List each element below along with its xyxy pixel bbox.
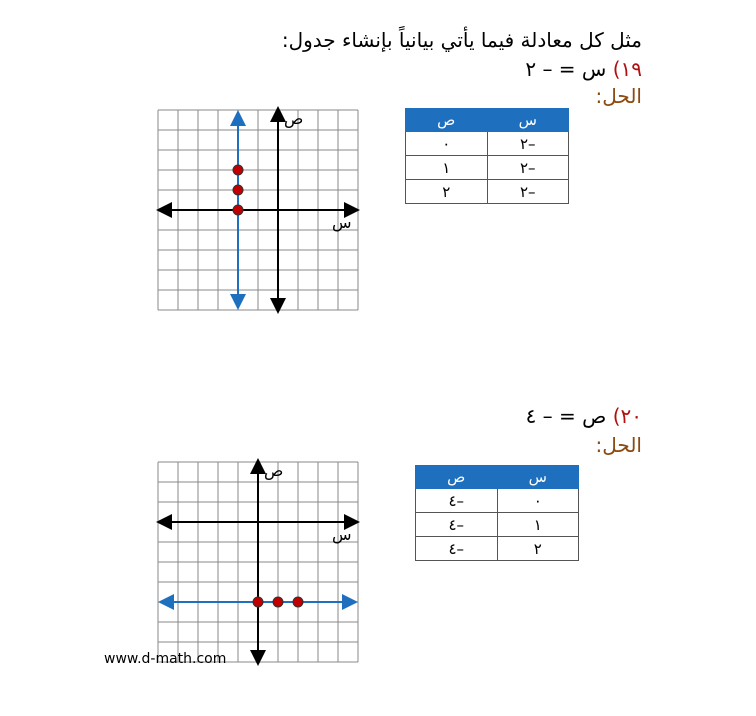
table-cell: ٢: [497, 537, 579, 561]
solution-label-19: الحل:: [595, 84, 642, 108]
table-cell: ٠: [497, 489, 579, 513]
table-cell: –٢: [487, 180, 569, 204]
plotted-point: [233, 205, 243, 215]
plotted-point: [233, 165, 243, 175]
plotted-point: [293, 597, 303, 607]
y-axis-label: ص: [284, 109, 304, 128]
instruction-text: مثل كل معادلة فيما يأتي بيانياً بإنشاء جدول:: [281, 28, 642, 52]
problem-20-equation: ص = – ٤: [525, 404, 607, 428]
table-cell: ٠: [406, 132, 488, 156]
website-footer: www.d-math.com: [104, 651, 227, 667]
table-cell: –٢: [487, 156, 569, 180]
problem-19-number: ١٩): [612, 57, 642, 81]
x-axis-label: س: [332, 525, 352, 544]
table-row: [406, 156, 569, 180]
table-row: [416, 489, 579, 513]
table-cell: –٤: [416, 537, 498, 561]
table-cell: ٢: [406, 180, 488, 204]
problem-20: [526, 404, 642, 428]
problem-20-number: ٢٠): [612, 404, 642, 428]
table-row: [416, 537, 579, 561]
table-cell: –٢: [487, 132, 569, 156]
table-cell: –٤: [416, 513, 498, 537]
problem-19-equation: س = – ٢: [525, 57, 607, 81]
solution-label-20: الحل:: [595, 433, 642, 457]
table-header-x: س: [497, 466, 579, 489]
x-axis-label: س: [332, 213, 352, 232]
value-table-20: [415, 465, 579, 561]
plotted-point: [273, 597, 283, 607]
problem-19: [525, 57, 642, 81]
table-header-row: [406, 109, 569, 132]
table-cell: ١: [497, 513, 579, 537]
table-row: [406, 180, 569, 204]
table-row: [406, 132, 569, 156]
value-table-19: [405, 108, 569, 204]
plotted-point: [233, 185, 243, 195]
y-axis-label: ص: [264, 461, 284, 480]
table-cell: –٤: [416, 489, 498, 513]
table-header-x: س: [487, 109, 569, 132]
table-header-y: ص: [416, 466, 498, 489]
plotted-point: [253, 597, 263, 607]
table-row: [416, 513, 579, 537]
table-header-row: [416, 466, 579, 489]
table-cell: ١: [406, 156, 488, 180]
graph-19: [150, 100, 370, 340]
table-header-y: ص: [406, 109, 488, 132]
